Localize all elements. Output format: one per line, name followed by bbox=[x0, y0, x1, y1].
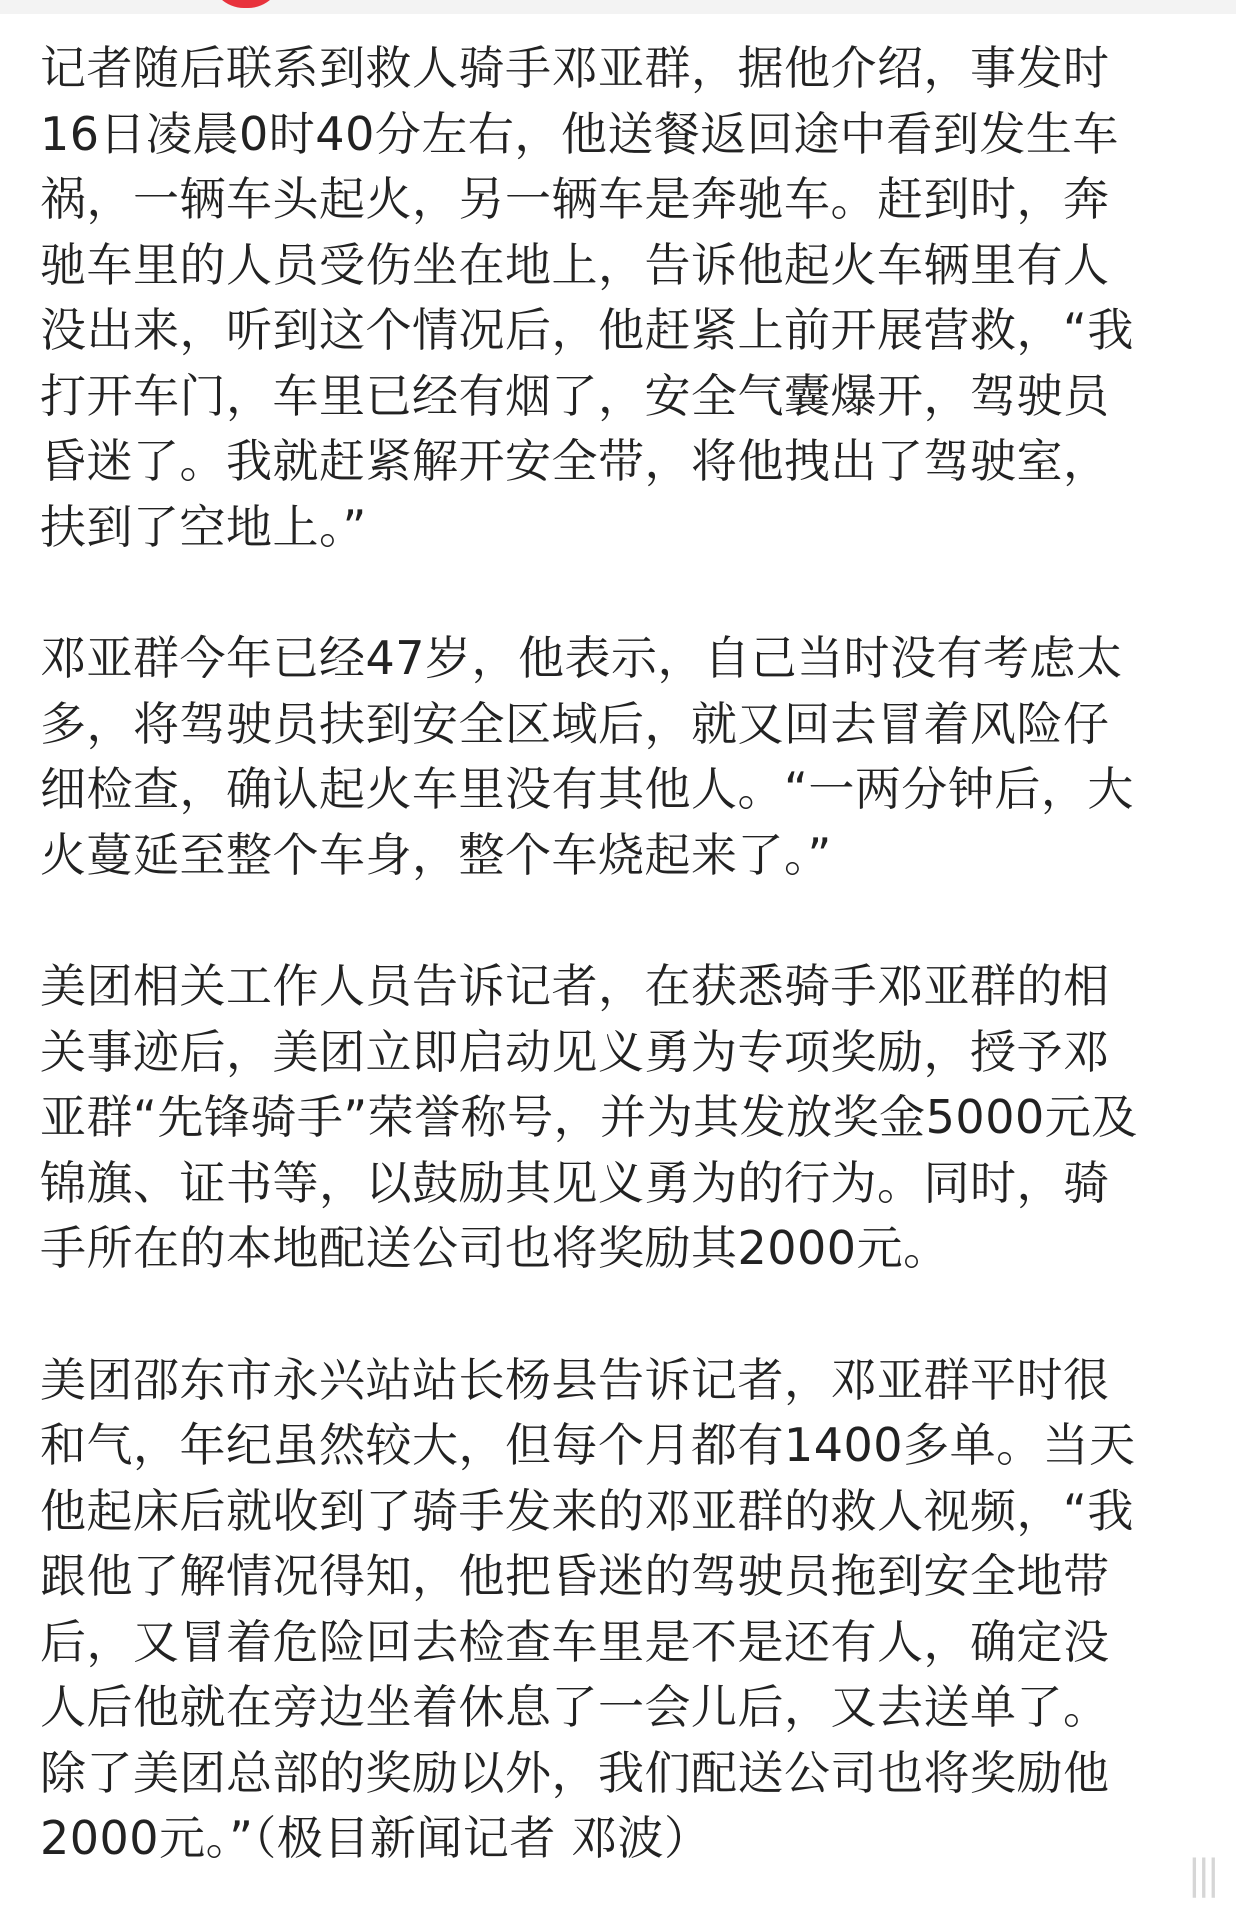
paragraph-1: 记者随后联系到救人骑手邓亚群，据他介绍，事发时 16日凌晨0时40分左右，他送餐返回途中看到发生车 祸，一辆车头起火，另一辆车是奔驰车。赶到时，奔 驰车里的人员受伤坐在地上，告诉他起火车辆里有人 没出来，听到这个情况后，他赶紧上前开展营救，“我 打开车门，车里已经有烟了，安全气囊爆开，驾驶员 昏迷了。我就赶紧解开安全带，将他拽出了驾驶室， 扶到了空地上。” bbox=[40, 41, 1134, 554]
app-logo-icon bbox=[210, 0, 282, 8]
article-body bbox=[40, 36, 1200, 1872]
paragraph-4: 美团邵东市永兴站站长杨县告诉记者，邓亚群平时很 和气，年纪虽然较大，但每个月都有1400多单。当天 他起床后就收到了骑手发来的邓亚群的救人视频，“我 跟他了解情况得知，他把昏迷的驾驶员拖到安全地带 后，又冒着危险回去检查车里是不是还有人，确定没 人后他就在旁边坐着休息了一会儿后，又去送单了。 除了美团总部的奖励以外，我们配送公司也将奖励他 2000元。”（极目新闻记者 邓波） bbox=[40, 1352, 1136, 1865]
watermark: ||| bbox=[1187, 1852, 1216, 1898]
paragraph-2: 邓亚群今年已经47岁，他表示，自己当时没有考虑太 多，将驾驶员扶到安全区域后，就又回去冒着风险仔 细检查，确认起火车里没有其他人。“一两分钟后，大 火蔓延至整个车身，整个车烧起来了。” bbox=[40, 631, 1134, 882]
paragraph-3: 美团相关工作人员告诉记者，在获悉骑手邓亚群的相 关事迹后，美团立即启动见义勇为专项奖励，授予邓 亚群“先锋骑手”荣誉称号，并为其发放奖金5000元及 锦旗、证书等，以鼓励其见义勇为的行为。同时，骑 手所在的本地配送公司也将奖励其2000元。 bbox=[40, 959, 1138, 1275]
top-bar bbox=[0, 0, 1236, 14]
